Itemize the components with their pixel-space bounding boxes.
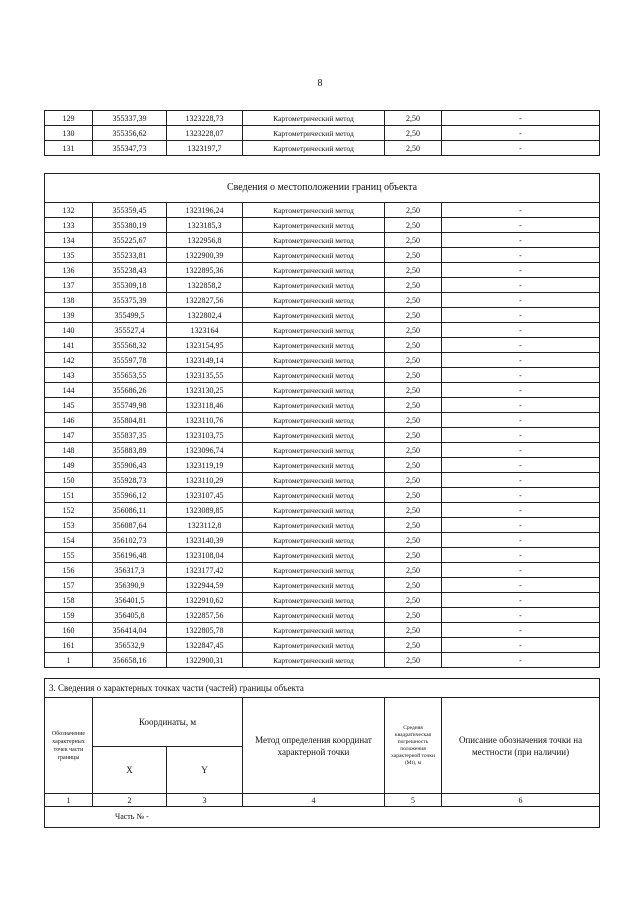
method-cell: Картометрический метод	[243, 518, 385, 533]
method-cell: Картометрический метод	[243, 443, 385, 458]
description-cell: -	[442, 203, 600, 218]
accuracy-cell: 2,50	[385, 126, 442, 141]
description-cell: -	[442, 593, 600, 608]
point-number-cell: 130	[45, 126, 93, 141]
table-row	[45, 218, 600, 233]
x-coordinate-cell: 356102,73	[93, 533, 167, 548]
header-x: X	[93, 747, 167, 794]
point-number-cell: 149	[45, 458, 93, 473]
table-row	[45, 398, 600, 413]
x-coordinate-cell: 355233,81	[93, 248, 167, 263]
accuracy-cell: 2,50	[385, 443, 442, 458]
x-coordinate-cell: 355225,67	[93, 233, 167, 248]
part-points-table	[44, 678, 600, 828]
x-coordinate-cell: 355499,5	[93, 308, 167, 323]
description-cell: -	[442, 338, 600, 353]
description-cell: -	[442, 141, 600, 156]
header-point-designation: Обозначение характерных точек части границы	[45, 698, 93, 794]
method-cell: Картометрический метод	[243, 203, 385, 218]
method-cell: Картометрический метод	[243, 593, 385, 608]
accuracy-cell: 2,50	[385, 593, 442, 608]
y-coordinate-cell: 1323089,85	[167, 503, 243, 518]
part-number-label: Часть № -	[45, 807, 600, 828]
accuracy-cell: 2,50	[385, 563, 442, 578]
accuracy-cell: 2,50	[385, 533, 442, 548]
method-cell: Картометрический метод	[243, 413, 385, 428]
x-coordinate-cell: 356658,16	[93, 653, 167, 668]
header-accuracy: Средняя квадратическая погрешность положения характерной точки (Mt), м	[385, 698, 442, 794]
method-cell: Картометрический метод	[243, 323, 385, 338]
y-coordinate-cell: 1323177,42	[167, 563, 243, 578]
point-number-cell: 157	[45, 578, 93, 593]
accuracy-cell: 2,50	[385, 413, 442, 428]
column-numbers-row	[45, 794, 600, 807]
accuracy-cell: 2,50	[385, 638, 442, 653]
method-cell: Картометрический метод	[243, 548, 385, 563]
x-coordinate-cell: 355653,55	[93, 368, 167, 383]
table-row	[45, 563, 600, 578]
table-row	[45, 503, 600, 518]
x-coordinate-cell: 355309,18	[93, 278, 167, 293]
y-coordinate-cell: 1322857,56	[167, 608, 243, 623]
description-cell: -	[442, 293, 600, 308]
accuracy-cell: 2,50	[385, 653, 442, 668]
description-cell: -	[442, 623, 600, 638]
y-coordinate-cell: 1323108,04	[167, 548, 243, 563]
x-coordinate-cell: 355527,4	[93, 323, 167, 338]
method-cell: Картометрический метод	[243, 308, 385, 323]
description-cell: -	[442, 533, 600, 548]
point-number-cell: 135	[45, 248, 93, 263]
x-coordinate-cell: 355966,12	[93, 488, 167, 503]
accuracy-cell: 2,50	[385, 548, 442, 563]
point-number-cell: 141	[45, 338, 93, 353]
table-row	[45, 263, 600, 278]
table-row	[45, 203, 600, 218]
accuracy-cell: 2,50	[385, 323, 442, 338]
y-coordinate-cell: 1323154,95	[167, 338, 243, 353]
accuracy-cell: 2,50	[385, 111, 442, 126]
table-row	[45, 638, 600, 653]
table-row	[45, 233, 600, 248]
description-cell: -	[442, 413, 600, 428]
method-cell: Картометрический метод	[243, 248, 385, 263]
description-cell: -	[442, 503, 600, 518]
method-cell: Картометрический метод	[243, 608, 385, 623]
description-cell: -	[442, 368, 600, 383]
accuracy-cell: 2,50	[385, 278, 442, 293]
header-coordinates: Координаты, м	[93, 698, 243, 747]
method-cell: Картометрический метод	[243, 126, 385, 141]
table-row	[45, 368, 600, 383]
description-cell: -	[442, 638, 600, 653]
y-coordinate-cell: 1323228,73	[167, 111, 243, 126]
table-row	[45, 578, 600, 593]
table-row	[45, 248, 600, 263]
x-coordinate-cell: 355837,35	[93, 428, 167, 443]
description-cell: -	[442, 353, 600, 368]
description-cell: -	[442, 248, 600, 263]
accuracy-cell: 2,50	[385, 368, 442, 383]
point-number-cell: 148	[45, 443, 93, 458]
x-coordinate-cell: 355337,39	[93, 111, 167, 126]
table-row	[45, 608, 600, 623]
accuracy-cell: 2,50	[385, 503, 442, 518]
section-title-row	[45, 174, 600, 203]
method-cell: Картометрический метод	[243, 293, 385, 308]
x-coordinate-cell: 355804,81	[93, 413, 167, 428]
column-number: 3	[167, 794, 243, 807]
column-number: 2	[93, 794, 167, 807]
y-coordinate-cell: 1322956,8	[167, 233, 243, 248]
point-number-cell: 1	[45, 653, 93, 668]
method-cell: Картометрический метод	[243, 233, 385, 248]
table-row	[45, 443, 600, 458]
description-cell: -	[442, 608, 600, 623]
section-title: Сведения о местоположении границ объекта	[45, 174, 600, 203]
description-cell: -	[442, 428, 600, 443]
x-coordinate-cell: 355238,43	[93, 263, 167, 278]
x-coordinate-cell: 356405,8	[93, 608, 167, 623]
method-cell: Картометрический метод	[243, 623, 385, 638]
description-cell: -	[442, 263, 600, 278]
point-number-cell: 161	[45, 638, 93, 653]
method-cell: Картометрический метод	[243, 578, 385, 593]
x-coordinate-cell: 355375,39	[93, 293, 167, 308]
column-number: 5	[385, 794, 442, 807]
point-number-cell: 151	[45, 488, 93, 503]
x-coordinate-cell: 355568,32	[93, 338, 167, 353]
description-cell: -	[442, 398, 600, 413]
y-coordinate-cell: 1322944,59	[167, 578, 243, 593]
method-cell: Картометрический метод	[243, 458, 385, 473]
table-row	[45, 428, 600, 443]
point-number-cell: 152	[45, 503, 93, 518]
point-number-cell: 132	[45, 203, 93, 218]
description-cell: -	[442, 653, 600, 668]
y-coordinate-cell: 1323149,14	[167, 353, 243, 368]
point-number-cell: 155	[45, 548, 93, 563]
x-coordinate-cell: 356196,48	[93, 548, 167, 563]
table-row	[45, 518, 600, 533]
accuracy-cell: 2,50	[385, 218, 442, 233]
accuracy-cell: 2,50	[385, 353, 442, 368]
accuracy-cell: 2,50	[385, 488, 442, 503]
description-cell: -	[442, 578, 600, 593]
accuracy-cell: 2,50	[385, 518, 442, 533]
y-coordinate-cell: 1323110,76	[167, 413, 243, 428]
point-number-cell: 131	[45, 141, 93, 156]
column-number: 4	[243, 794, 385, 807]
point-number-cell: 142	[45, 353, 93, 368]
x-coordinate-cell: 356401,5	[93, 593, 167, 608]
point-number-cell: 159	[45, 608, 93, 623]
accuracy-cell: 2,50	[385, 473, 442, 488]
y-coordinate-cell: 1322805,78	[167, 623, 243, 638]
y-coordinate-cell: 1323107,45	[167, 488, 243, 503]
y-coordinate-cell: 1323130,25	[167, 383, 243, 398]
method-cell: Картометрический метод	[243, 383, 385, 398]
point-number-cell: 160	[45, 623, 93, 638]
point-number-cell: 140	[45, 323, 93, 338]
table-row	[45, 488, 600, 503]
method-cell: Картометрический метод	[243, 111, 385, 126]
point-number-cell: 134	[45, 233, 93, 248]
point-number-cell: 145	[45, 398, 93, 413]
description-cell: -	[442, 383, 600, 398]
y-coordinate-cell: 1323196,24	[167, 203, 243, 218]
table-row	[45, 413, 600, 428]
table-row	[45, 278, 600, 293]
accuracy-cell: 2,50	[385, 203, 442, 218]
table-row	[45, 593, 600, 608]
y-coordinate-cell: 1323118,46	[167, 398, 243, 413]
column-number: 6	[442, 794, 600, 807]
table-row	[45, 293, 600, 308]
accuracy-cell: 2,50	[385, 263, 442, 278]
point-number-cell: 150	[45, 473, 93, 488]
y-coordinate-cell: 1323110,29	[167, 473, 243, 488]
point-number-cell: 147	[45, 428, 93, 443]
y-coordinate-cell: 1323119,19	[167, 458, 243, 473]
description-cell: -	[442, 473, 600, 488]
point-number-cell: 138	[45, 293, 93, 308]
y-coordinate-cell: 1323096,74	[167, 443, 243, 458]
point-number-cell: 133	[45, 218, 93, 233]
description-cell: -	[442, 548, 600, 563]
accuracy-cell: 2,50	[385, 308, 442, 323]
x-coordinate-cell: 356317,3	[93, 563, 167, 578]
point-number-cell: 153	[45, 518, 93, 533]
method-cell: Картометрический метод	[243, 278, 385, 293]
x-coordinate-cell: 356414,04	[93, 623, 167, 638]
accuracy-cell: 2,50	[385, 623, 442, 638]
point-number-cell: 143	[45, 368, 93, 383]
table-row	[45, 126, 600, 141]
x-coordinate-cell: 355356,62	[93, 126, 167, 141]
y-coordinate-cell: 1323185,3	[167, 218, 243, 233]
table-row	[45, 548, 600, 563]
point-number-cell: 136	[45, 263, 93, 278]
y-coordinate-cell: 1322910,62	[167, 593, 243, 608]
point-number-cell: 156	[45, 563, 93, 578]
method-cell: Картометрический метод	[243, 488, 385, 503]
method-cell: Картометрический метод	[243, 428, 385, 443]
description-cell: -	[442, 323, 600, 338]
description-cell: -	[442, 218, 600, 233]
description-cell: -	[442, 111, 600, 126]
table-row	[45, 623, 600, 638]
y-coordinate-cell: 1322802,4	[167, 308, 243, 323]
method-cell: Картометрический метод	[243, 368, 385, 383]
header-method: Метод определения координат характерной точки	[243, 698, 385, 794]
table-row	[45, 653, 600, 668]
x-coordinate-cell: 355749,98	[93, 398, 167, 413]
accuracy-cell: 2,50	[385, 293, 442, 308]
accuracy-cell: 2,50	[385, 248, 442, 263]
x-coordinate-cell: 356086,11	[93, 503, 167, 518]
y-coordinate-cell: 1322900,31	[167, 653, 243, 668]
method-cell: Картометрический метод	[243, 653, 385, 668]
method-cell: Картометрический метод	[243, 353, 385, 368]
accuracy-cell: 2,50	[385, 578, 442, 593]
table-row	[45, 111, 600, 126]
method-cell: Картометрический метод	[243, 563, 385, 578]
accuracy-cell: 2,50	[385, 233, 442, 248]
accuracy-cell: 2,50	[385, 428, 442, 443]
y-coordinate-cell: 1323164	[167, 323, 243, 338]
y-coordinate-cell: 1323140,39	[167, 533, 243, 548]
x-coordinate-cell: 356532,9	[93, 638, 167, 653]
page-number: 8	[317, 78, 323, 89]
x-coordinate-cell: 356390,9	[93, 578, 167, 593]
table-row	[45, 338, 600, 353]
description-cell: -	[442, 488, 600, 503]
table-row	[45, 308, 600, 323]
point-number-cell: 158	[45, 593, 93, 608]
table-row	[45, 458, 600, 473]
point-number-cell: 137	[45, 278, 93, 293]
table-row	[45, 141, 600, 156]
point-number-cell: 146	[45, 413, 93, 428]
header-description: Описание обозначения точки на местности (при наличии)	[442, 698, 600, 794]
method-cell: Картометрический метод	[243, 263, 385, 278]
x-coordinate-cell: 355686,26	[93, 383, 167, 398]
description-cell: -	[442, 126, 600, 141]
method-cell: Картометрический метод	[243, 398, 385, 413]
y-coordinate-cell: 1322827,56	[167, 293, 243, 308]
method-cell: Картометрический метод	[243, 533, 385, 548]
y-coordinate-cell: 1323112,8	[167, 518, 243, 533]
accuracy-cell: 2,50	[385, 338, 442, 353]
method-cell: Картометрический метод	[243, 473, 385, 488]
x-coordinate-cell: 355597,78	[93, 353, 167, 368]
table-row	[45, 533, 600, 548]
y-coordinate-cell: 1323197,7	[167, 141, 243, 156]
x-coordinate-cell: 355347,73	[93, 141, 167, 156]
accuracy-cell: 2,50	[385, 458, 442, 473]
point-number-cell: 144	[45, 383, 93, 398]
y-coordinate-cell: 1322847,45	[167, 638, 243, 653]
y-coordinate-cell: 1322900,39	[167, 248, 243, 263]
description-cell: -	[442, 278, 600, 293]
method-cell: Картометрический метод	[243, 338, 385, 353]
boundary-location-table	[44, 173, 600, 668]
accuracy-cell: 2,50	[385, 141, 442, 156]
part-section-title: 3. Сведения о характерных точках части (частей) границы объекта	[45, 679, 600, 698]
point-number-cell: 154	[45, 533, 93, 548]
method-cell: Картометрический метод	[243, 503, 385, 518]
accuracy-cell: 2,50	[385, 608, 442, 623]
method-cell: Картометрический метод	[243, 638, 385, 653]
point-number-cell: 139	[45, 308, 93, 323]
accuracy-cell: 2,50	[385, 383, 442, 398]
description-cell: -	[442, 308, 600, 323]
x-coordinate-cell: 356087,64	[93, 518, 167, 533]
description-cell: -	[442, 563, 600, 578]
x-coordinate-cell: 355883,89	[93, 443, 167, 458]
method-cell: Картометрический метод	[243, 218, 385, 233]
header-y: Y	[167, 747, 243, 794]
y-coordinate-cell: 1323103,75	[167, 428, 243, 443]
table-row	[45, 323, 600, 338]
description-cell: -	[442, 233, 600, 248]
point-number-cell: 129	[45, 111, 93, 126]
column-number: 1	[45, 794, 93, 807]
x-coordinate-cell: 355928,73	[93, 473, 167, 488]
description-cell: -	[442, 443, 600, 458]
y-coordinate-cell: 1323228,07	[167, 126, 243, 141]
coordinates-table-continued	[44, 110, 600, 156]
method-cell: Картометрический метод	[243, 141, 385, 156]
x-coordinate-cell: 355359,45	[93, 203, 167, 218]
table-row	[45, 473, 600, 488]
y-coordinate-cell: 1322858,2	[167, 278, 243, 293]
y-coordinate-cell: 1323135,55	[167, 368, 243, 383]
x-coordinate-cell: 355906,43	[93, 458, 167, 473]
accuracy-cell: 2,50	[385, 398, 442, 413]
table-row	[45, 383, 600, 398]
x-coordinate-cell: 355380,19	[93, 218, 167, 233]
description-cell: -	[442, 518, 600, 533]
description-cell: -	[442, 458, 600, 473]
y-coordinate-cell: 1322895,36	[167, 263, 243, 278]
table-row	[45, 353, 600, 368]
